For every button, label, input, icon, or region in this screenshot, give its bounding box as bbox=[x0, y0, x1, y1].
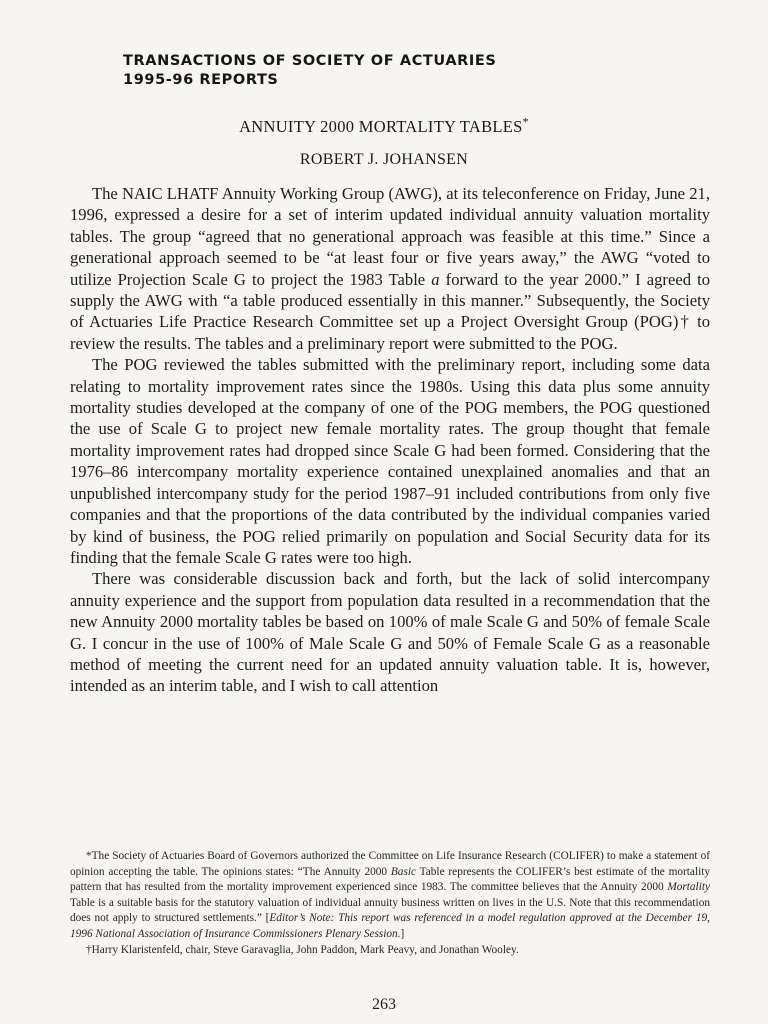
footnote-1: *The Society of Actuaries Board of Governors authorized the Committee on Life Insurance Research (COLIFER) to make a statement of opinion accepting the table. The opinions states: “The Annuity 2000 Basic Table represents the COLIFER’s best estimate of the mortality pattern that has resulted from the mortality improvement experienced since 1983. The committee believes that the Annuity 2000 Mortality Table is a suitable basis for the statutory valuation of individual annuity business written on lives in the U.S. Note that this recommendation does not apply to structured settlements.” [Editor’s Note: This report was referenced in a model regulation approved at the December 19, 1996 National Association of Insurance Commissioners Plenary Session.] bbox=[70, 850, 710, 940]
body-paragraph-2: The POG reviewed the tables submitted with the preliminary report, including some data relating to mortality improvement rates since the 1980s. Using this data plus some annuity mortality studies developed at the company of one of the POG members, the POG questioned the use of Scale G to project new female mortality rates. The group thought that female mortality improvement rates had dropped since Scale G had been formed. Considering that the 1976–86 intercompany mortality experience contained unexplained anomalies and that an unpublished intercompany study for the period 1987–91 included contributions from only five companies and that the proportions of the data contributed by the individual companies varied by kind of business, the POG relied primarily on population and Social Security data for its finding that the female Scale G rates were too high. bbox=[70, 355, 710, 567]
article-body bbox=[70, 183, 710, 697]
journal-name: TRANSACTIONS OF SOCIETY OF ACTUARIES bbox=[123, 53, 497, 69]
article-title-text: ANNUITY 2000 MORTALITY TABLES bbox=[239, 117, 523, 136]
article-title bbox=[0, 114, 768, 137]
journal-volume: 1995-96 REPORTS bbox=[123, 72, 279, 88]
footnote-2: †Harry Klaristenfeld, chair, Steve Garavaglia, John Paddon, Mark Peavy, and Jonathan Wooley. bbox=[86, 943, 519, 956]
title-footnote-marker: * bbox=[522, 114, 529, 129]
page-number: 263 bbox=[372, 996, 396, 1013]
journal-header bbox=[123, 52, 496, 90]
body-paragraph-3: There was considerable discussion back and forth, but the lack of solid intercompany annuity experience and the support from population data resulted in a recommendation that the new Annuity 2000 mortality tables be based on 100% of male Scale G and 50% of female Scale G. I concur in the use of 100% of Male Scale G and 50% of Female Scale G as a reasonable method of meeting the current need for an updated annuity valuation table. It is, however, intended as an interim table, and I wish to call attention bbox=[70, 569, 710, 696]
body-paragraph-1: The NAIC LHATF Annuity Working Group (AWG), at its teleconference on Friday, June 21, 1996, expressed a desire for a set of interim updated individual annuity valuation mortality tables. The group “agreed that no generational approach was feasible at this time.” Since a generational approach seemed to be “at least four or five years away,” the AWG “voted to utilize Projection Scale G to project the 1983 Table a forward to the year 2000.” I agreed to supply the AWG with “a table produced essentially in this manner.” Subsequently, the Society of Actuaries Life Practice Research Committee set up a Project Oversight Group (POG)† to review the results. The tables and a preliminary report were submitted to the POG. bbox=[70, 184, 710, 353]
article-author: ROBERT J. JOHANSEN bbox=[299, 151, 469, 168]
footnotes bbox=[70, 849, 710, 958]
